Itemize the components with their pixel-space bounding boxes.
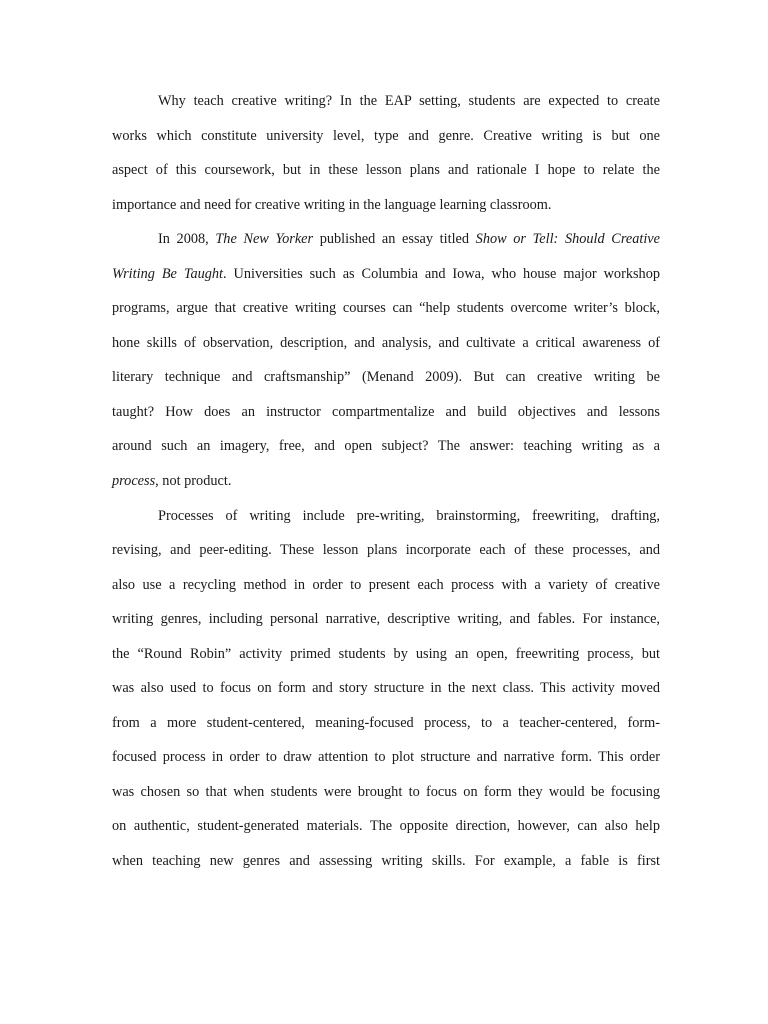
text-segment: In 2008, [158,231,216,248]
text-segment: from a more student-centered, meaning-focused process, to a teacher-centered, form- [112,714,660,731]
text-line [112,533,660,568]
text-segment: revising, and peer-editing. These lesson plans incorporate each of these processes, and [112,542,660,559]
paragraph [112,222,660,498]
text-line [112,568,660,603]
text-segment: , not product. [155,473,232,490]
text-line [112,740,660,775]
text-line [112,844,660,879]
text-line [112,809,660,844]
text-segment: also use a recycling method in order to present each process with a variety of creative [112,576,660,593]
text-segment: importance and need for creative writing in the language learning classroom. [112,196,552,213]
text-line [112,395,660,430]
text-segment: was chosen so that when students were brought to focus on form they would be focusing [112,783,660,800]
text-line [112,291,660,326]
text-line [112,257,660,292]
italic-text: Writing Be Taught [112,265,224,282]
text-segment: focused process in order to draw attention to plot structure and narrative form. This order [112,749,660,766]
text-line [112,84,660,119]
italic-text: The New Yorker [215,231,314,248]
paragraph [112,84,660,222]
text-segment: was also used to focus on form and story structure in the next class. This activity moved [112,680,660,697]
text-line [112,360,660,395]
text-segment: . Universities such as Columbia and Iowa, who house major workshop [223,265,660,282]
text-segment: Processes of writing include pre-writing, brainstorming, freewriting, drafting, [158,507,660,524]
text-segment: Why teach creative writing? In the EAP setting, students are expected to create [158,93,660,109]
text-line [112,222,660,257]
text-line [112,326,660,361]
text-line [112,119,660,154]
text-line [112,602,660,637]
text-segment: when teaching new genres and assessing writing skills. For example, a fable is first [112,853,660,870]
text-segment: works which constitute university level, type and genre. Creative writing is but one [112,127,660,144]
text-segment: writing genres, including personal narrative, descriptive writing, and fables. For instance, [112,611,660,628]
paragraph [112,499,660,879]
text-segment: programs, argue that creative writing courses can “help students overcome writer’s block, [112,300,660,317]
text-segment: on authentic, student-generated materials. The opposite direction, however, can also help [112,818,660,835]
italic-text: Show or Tell: Should Creative [475,231,660,248]
text-line [112,775,660,810]
text-segment: literary technique and craftsmanship” (Menand 2009). But can creative writing be [112,369,660,386]
text-line [112,188,660,223]
italic-text: process [112,473,156,490]
text-segment: taught? How does an instructor compartmentalize and build objectives and lessons [112,403,660,420]
text-line [112,153,660,188]
document-body [112,84,660,879]
text-segment: around such an imagery, free, and open subject? The answer: teaching writing as a [112,438,660,455]
text-line [112,464,660,499]
text-line [112,499,660,534]
text-segment: published an essay titled [313,231,476,248]
text-segment: hone skills of observation, description, and analysis, and cultivate a critical awareness of [112,334,660,351]
text-line [112,637,660,672]
text-line [112,671,660,706]
text-segment: aspect of this coursework, but in these lesson plans and rationale I hope to relate the [112,162,660,179]
text-segment: the “Round Robin” activity primed students by using an open, freewriting process, but [112,645,660,662]
text-line [112,429,660,464]
text-line [112,706,660,741]
